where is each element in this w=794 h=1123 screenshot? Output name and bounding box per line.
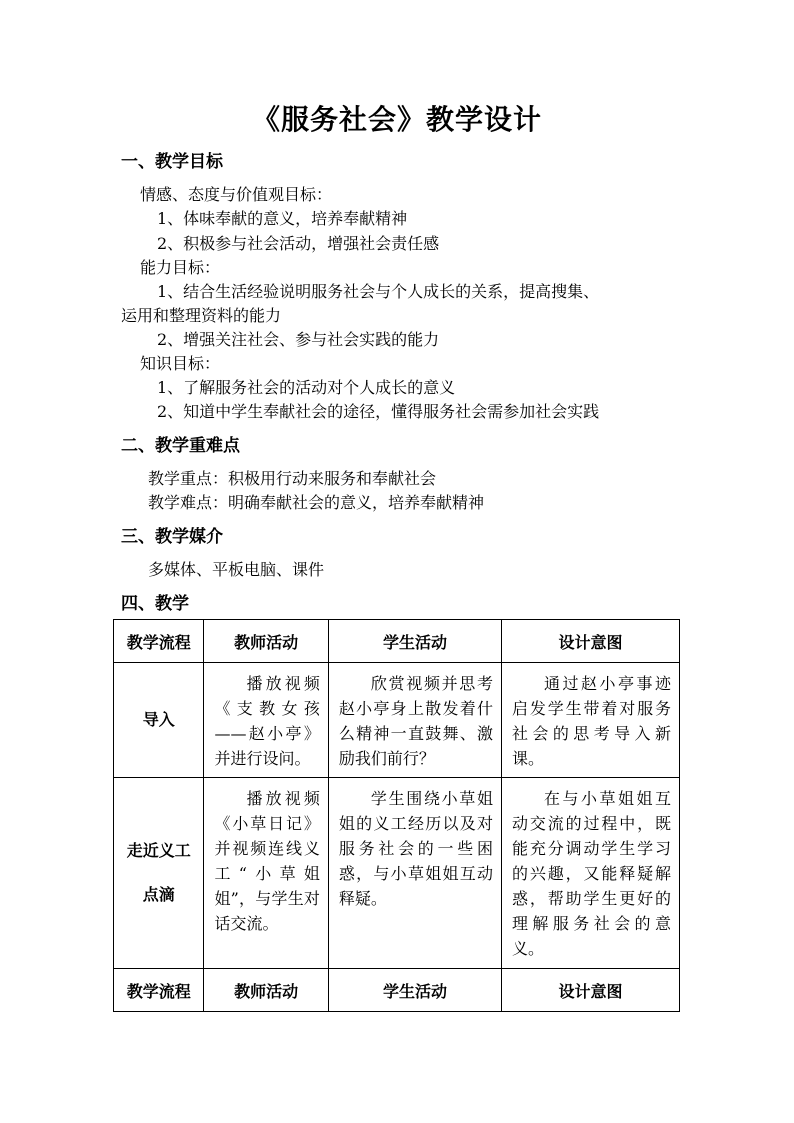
emotion-goal-item: 1、体味奉献的意义，培养奉献精神: [157, 209, 408, 228]
ability-goal-item: 1、结合生活经验说明服务社会与个人成长的关系，提高搜集、: [157, 282, 600, 301]
ability-goal-item-continued: 运用和整理资料的能力: [121, 306, 282, 325]
document-title: 《服务社会》教学设计: [251, 103, 542, 136]
header-cell: 教师活动: [204, 969, 328, 1012]
ability-goal-label: 能力目标：: [140, 258, 221, 277]
emotion-goal-label: 情感、态度与价值观目标：: [140, 185, 333, 204]
ability-goal-item: 2、增强关注社会、参与社会实践的能力: [157, 330, 440, 349]
student-activity-cell: 欣赏视频并思考赵小亭身上散发着什么精神一直鼓舞、激励我们前行？: [338, 674, 493, 768]
section-heading-teaching: 四、教学: [121, 594, 189, 614]
knowledge-goal-item: 2、知道中学生奉献社会的途径，懂得服务社会需参加社会实践: [157, 402, 600, 421]
flow-cell: 导入: [114, 663, 204, 778]
knowledge-goal-item: 1、了解服务社会的活动对个人成长的意义: [157, 378, 456, 397]
teaching-difficulty: 教学难点：明确奉献社会的意义，培养奉献精神: [148, 493, 485, 512]
table-row: [114, 778, 680, 969]
section-heading-goals: 一、教学目标: [121, 152, 223, 172]
teaching-plan-table: [113, 619, 680, 1012]
teaching-focus: 教学重点：积极用行动来服务和奉献社会: [148, 469, 437, 488]
section-heading-media: 三、教学媒介: [121, 527, 223, 547]
knowledge-goal-label: 知识目标：: [140, 354, 221, 373]
design-intent-cell: 通过赵小亭事迹启发学生带着对服务社会的思考导入新课。: [511, 674, 671, 768]
header-cell: 教师活动: [204, 620, 328, 663]
teacher-activity-cell: 播放视频《支教女孩——赵小亭》并进行设问。: [214, 674, 320, 768]
student-activity-cell: 学生围绕小草姐姐的义工经历以及对服务社会的一些困惑，与小草姐姐互动释疑。: [338, 789, 493, 908]
section-heading-key-points: 二、教学重难点: [121, 436, 240, 456]
header-cell: 学生活动: [328, 969, 501, 1012]
teacher-activity-cell: 播放视频《小草日记》并视频连线义工“小草姐姐”，与学生对话交流。: [214, 789, 320, 933]
media-list: 多媒体、平板电脑、课件: [148, 560, 325, 579]
header-cell: 学生活动: [328, 620, 501, 663]
emotion-goal-item: 2、积极参与社会活动，增强社会责任感: [157, 234, 440, 253]
table-header-row-repeat: [114, 969, 680, 1012]
table-row: [114, 663, 680, 778]
header-cell: 设计意图: [501, 969, 679, 1012]
flow-cell: 走近义工点滴: [114, 778, 204, 969]
design-intent-cell: 在与小草姐姐互动交流的过程中，既能充分调动学生学习的兴趣，又能释疑解惑，帮助学生更好的理解服务社会的意义。: [511, 789, 671, 958]
header-cell: 教学流程: [114, 969, 204, 1012]
header-cell: 设计意图: [501, 620, 679, 663]
table-header-row: [114, 620, 680, 663]
header-cell: 教学流程: [114, 620, 204, 663]
